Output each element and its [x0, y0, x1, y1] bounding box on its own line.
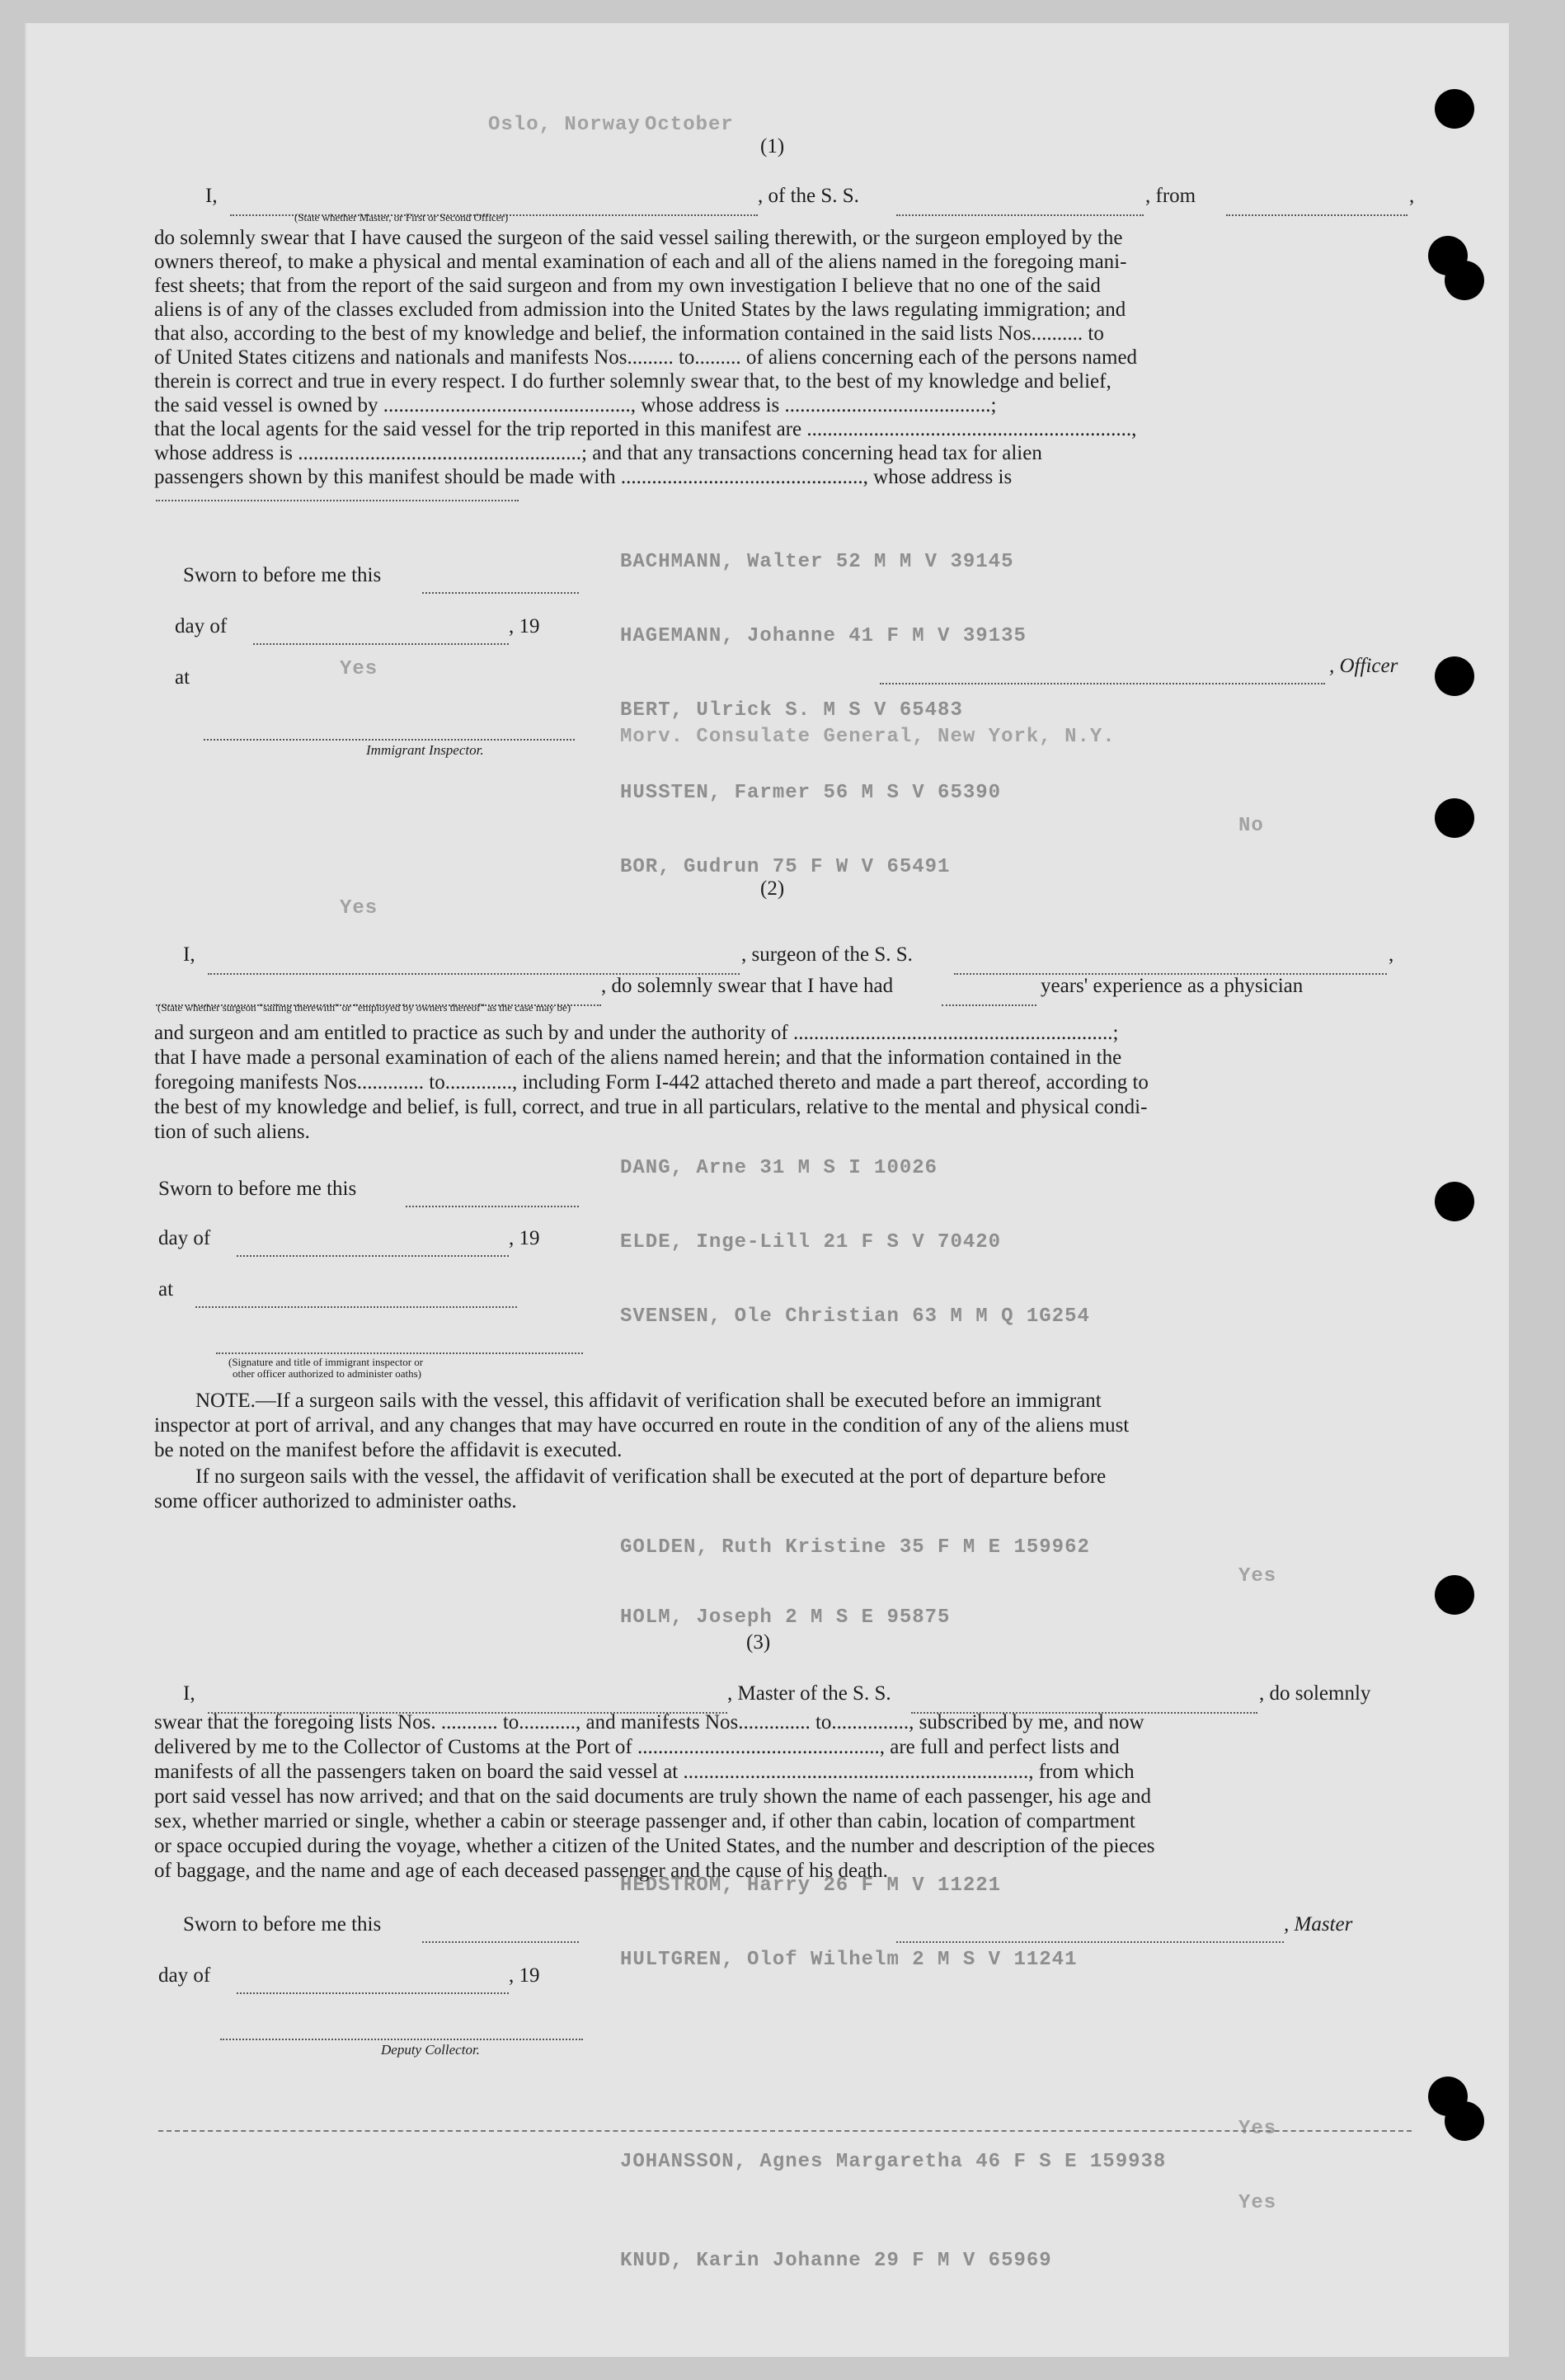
- section-1-agent-field[interactable]: [156, 485, 519, 501]
- section-2-sworn-field[interactable]: [406, 1191, 579, 1207]
- bleed-row: ELDE, Inge-Lill 21 F S V 70420: [620, 1231, 1002, 1253]
- bleed-row: KNUD, Karin Johanne 29 F M V 65969: [620, 2250, 1052, 2272]
- section-1-of-ss: , of the S. S.: [758, 185, 859, 207]
- section-2-surgeon-field[interactable]: [208, 958, 740, 975]
- section-1-from-field[interactable]: [1226, 200, 1408, 216]
- bleed-yes: Yes: [1238, 2118, 1277, 2140]
- section-3-collector-label: Deputy Collector.: [381, 2042, 480, 2058]
- bleed-no: No: [1238, 815, 1264, 837]
- section-1-body: [154, 226, 1416, 489]
- bleed-row: HULTGREN, Olof Wilhelm 2 M S V 11241: [620, 1949, 1078, 1971]
- section-3-line: port said vessel has now arrived; and that on the said documents are truly shown the name of each passenger, his age and: [154, 1785, 1152, 1808]
- section-1-line: the said vessel is owned by ................................................, whose address is ........................................;: [154, 394, 997, 416]
- section-1-vessel-field[interactable]: [896, 200, 1144, 216]
- bleed-row: DANG, Arne 31 M S I 10026: [620, 1157, 938, 1179]
- section-2-line: foregoing manifests Nos............. to............., including Form I-442 attached thereto and made a part thereof, according to: [154, 1071, 1149, 1094]
- manifest-page: [25, 23, 1509, 2357]
- punch-hole: [1435, 89, 1474, 129]
- bottom-separator: [158, 2130, 1412, 2132]
- bleed-row: BACHMANN, Walter 52 M M V 39145: [620, 551, 1014, 573]
- section-2-number: (2): [760, 877, 785, 900]
- section-1-sworn-field[interactable]: [422, 577, 579, 594]
- section-3-master-of: , Master of the S. S.: [727, 1682, 891, 1705]
- section-3-sworn: Sworn to before me this: [183, 1913, 382, 1936]
- punch-hole: [1445, 2101, 1484, 2141]
- section-2-swear: , do solemnly swear that I have had: [601, 975, 894, 997]
- section-2-years-field[interactable]: [942, 990, 1036, 1006]
- bleed-yes: Yes: [1238, 2192, 1277, 2214]
- section-1-line: passengers shown by this manifest should be made with ..............................................., whose address is: [154, 466, 1013, 488]
- section-2-note: (State whether surgeon "sailing therewith" or "employed by owners thereof" as the case may be): [157, 1001, 571, 1014]
- section-3-year: , 19: [509, 1964, 540, 1987]
- bleed-row: HAGEMANN, Johanne 41 F M V 39135: [620, 625, 1027, 647]
- section-3-body: [154, 1710, 1416, 1884]
- section-2-year: , 19: [509, 1227, 540, 1249]
- section-1-line: do solemnly swear that I have caused the surgeon of the said vessel sailing therewith, or the surgeon employed by the: [154, 227, 1123, 249]
- bleed-row: HUSSTEN, Farmer 56 M S V 65390: [620, 782, 1002, 804]
- section-1-signature-line[interactable]: [204, 724, 575, 741]
- section-2-line: tion of such aliens.: [154, 1121, 310, 1143]
- section-3-master-label: , Master: [1284, 1913, 1353, 1936]
- punch-hole: [1435, 656, 1474, 696]
- note-line: If no surgeon sails with the vessel, the affidavit of verification shall be executed at the port of departure before: [195, 1465, 1107, 1488]
- bleed-row: BOR, Gudrun 75 F W V 65491: [620, 856, 951, 878]
- section-2-day-field[interactable]: [237, 1240, 509, 1257]
- section-2-i: I,: [183, 943, 195, 966]
- bleed-row: SVENSEN, Ole Christian 63 M M Q 1G254: [620, 1305, 1090, 1328]
- section-1-inspector-label: Immigrant Inspector.: [366, 742, 484, 758]
- section-2-vessel-field[interactable]: [954, 958, 1387, 975]
- section-2-at-field[interactable]: [195, 1291, 517, 1308]
- section-1-line: therein is correct and true in every respect. I do further solemnly swear that, to the best of my knowledge and belief,: [154, 370, 1111, 393]
- section-2-sig-note-1: (Signature and title of immigrant inspector or: [228, 1356, 424, 1368]
- punch-hole: [1435, 1182, 1474, 1221]
- section-1-at: at: [175, 666, 190, 689]
- bleed-yes: Yes: [340, 658, 378, 680]
- section-2-note-para: [154, 1389, 1416, 1514]
- punch-hole: [1435, 1575, 1474, 1615]
- bleed-yes: Yes: [340, 897, 378, 920]
- section-3-sworn-field[interactable]: [422, 1926, 579, 1943]
- bleed-row: HEDSTROM, Harry 26 F M V 11221: [620, 1874, 1002, 1897]
- punch-hole: [1445, 261, 1484, 300]
- section-2-day-of: day of: [158, 1227, 211, 1249]
- section-1-day-field[interactable]: [253, 628, 509, 645]
- section-3-line: swear that the foregoing lists Nos. ........... to..........., and manifests Nos.............. to..............., subscribed by me, and now: [154, 1711, 1144, 1733]
- bleed-yes: Yes: [1238, 1565, 1277, 1587]
- bleed-text: Oslo, Norway: [488, 114, 641, 136]
- note-line: some officer authorized to administer oaths.: [154, 1490, 517, 1512]
- section-2-surgeon-of: , surgeon of the S. S.: [741, 943, 913, 966]
- bleed-text: October: [645, 114, 734, 136]
- section-2-comma: ,: [1389, 943, 1394, 966]
- note-line: be noted on the manifest before the affidavit is executed.: [154, 1439, 623, 1461]
- section-3-number: (3): [746, 1631, 771, 1653]
- section-3-line: sex, whether married or single, whether a cabin or steerage passenger and, if other than cabin, location of compartment: [154, 1810, 1135, 1832]
- bleed-row: HOLM, Joseph 2 M S E 95875: [620, 1606, 951, 1629]
- section-2-sig-note-2: other officer authorized to administer oaths): [233, 1367, 421, 1380]
- section-1-from: , from: [1145, 185, 1196, 207]
- section-3-swear: , do solemnly: [1259, 1682, 1371, 1705]
- section-3-line: of baggage, and the name and age of each deceased passenger and the cause of his death.: [154, 1860, 888, 1882]
- bleed-row: JOHANSSON, Agnes Margaretha 46 F S E 159938: [620, 2151, 1167, 2173]
- section-3-day-field[interactable]: [237, 1978, 509, 1994]
- section-1-number: (1): [760, 135, 785, 158]
- note-line: NOTE.—If a surgeon sails with the vessel, this affidavit of verification shall be executed before an immigrant: [195, 1390, 1102, 1412]
- section-1-line: that the local agents for the said vessel for the trip reported in this manifest are ...............................................................,: [154, 418, 1137, 440]
- section-2-line: the best of my knowledge and belief, is full, correct, and true in all particulars, relative to the mental and physical condi-: [154, 1096, 1148, 1118]
- section-1-officer-line[interactable]: [880, 668, 1325, 684]
- section-3-line: or space occupied during the voyage, whether a citizen of the United States, and the number and description of the pieces: [154, 1835, 1155, 1857]
- section-1-day-of: day of: [175, 615, 228, 637]
- punch-hole: [1435, 798, 1474, 838]
- section-2-years: years' experience as a physician: [1041, 975, 1304, 997]
- section-2-line: that I have made a personal examination of each of the aliens named herein; and that the information contained in the: [154, 1047, 1122, 1069]
- section-2-body: [154, 1021, 1416, 1145]
- bleed-row: Morv. Consulate General, New York, N.Y.: [620, 726, 1116, 748]
- note-line: inspector at port of arrival, and any changes that may have occurred en route in the condition of any of the aliens must: [154, 1414, 1130, 1437]
- section-1-note: (State whether Master, or First or Second Officer): [294, 211, 509, 223]
- section-2-at: at: [158, 1278, 174, 1301]
- section-3-day-of: day of: [158, 1964, 211, 1987]
- section-1-line: aliens is of any of the classes excluded from admission into the United States by the laws regulating immigration; and: [154, 299, 1126, 321]
- section-1-line: owners thereof, to make a physical and mental examination of each and all of the aliens named in the foregoing mani-: [154, 251, 1127, 273]
- section-3-line: manifests of all the passengers taken on board the said vessel at ..................................................................., from which: [154, 1761, 1135, 1783]
- section-1-sworn: Sworn to before me this: [183, 564, 382, 586]
- section-3-i: I,: [183, 1682, 195, 1705]
- section-3-signature-line[interactable]: [220, 2024, 583, 2040]
- bleed-row: BERT, Ulrick S. M S V 65483: [620, 699, 963, 722]
- section-2-signature-line[interactable]: [216, 1338, 583, 1354]
- section-1-officer-label: , Officer: [1329, 655, 1398, 677]
- section-1-i: I,: [205, 185, 218, 207]
- bleed-row: GOLDEN, Ruth Kristine 35 F M E 159962: [620, 1536, 1090, 1559]
- section-3-master-line[interactable]: [896, 1926, 1284, 1943]
- section-1-line: that also, according to the best of my knowledge and belief, the information contained in the said lists Nos.......... to: [154, 322, 1104, 345]
- section-2-line: and surgeon and am entitled to practice as such by and under the authority of ..............................................................;: [154, 1022, 1119, 1044]
- section-1-line: fest sheets; that from the report of the said surgeon and from my own investigation I believe that no one of the said: [154, 275, 1101, 297]
- section-2-sworn: Sworn to before me this: [158, 1178, 357, 1200]
- section-1-line: whose address is .......................................................; and that any transactions concerning head tax for alien: [154, 442, 1042, 464]
- section-1-year: , 19: [509, 615, 540, 637]
- section-1-comma: ,: [1409, 185, 1415, 207]
- section-1-line: of United States citizens and nationals and manifests Nos......... to......... of aliens concerning each of the persons named: [154, 346, 1138, 369]
- section-3-line: delivered by me to the Collector of Customs at the Port of ..............................................., are full and perfect lists and: [154, 1736, 1120, 1758]
